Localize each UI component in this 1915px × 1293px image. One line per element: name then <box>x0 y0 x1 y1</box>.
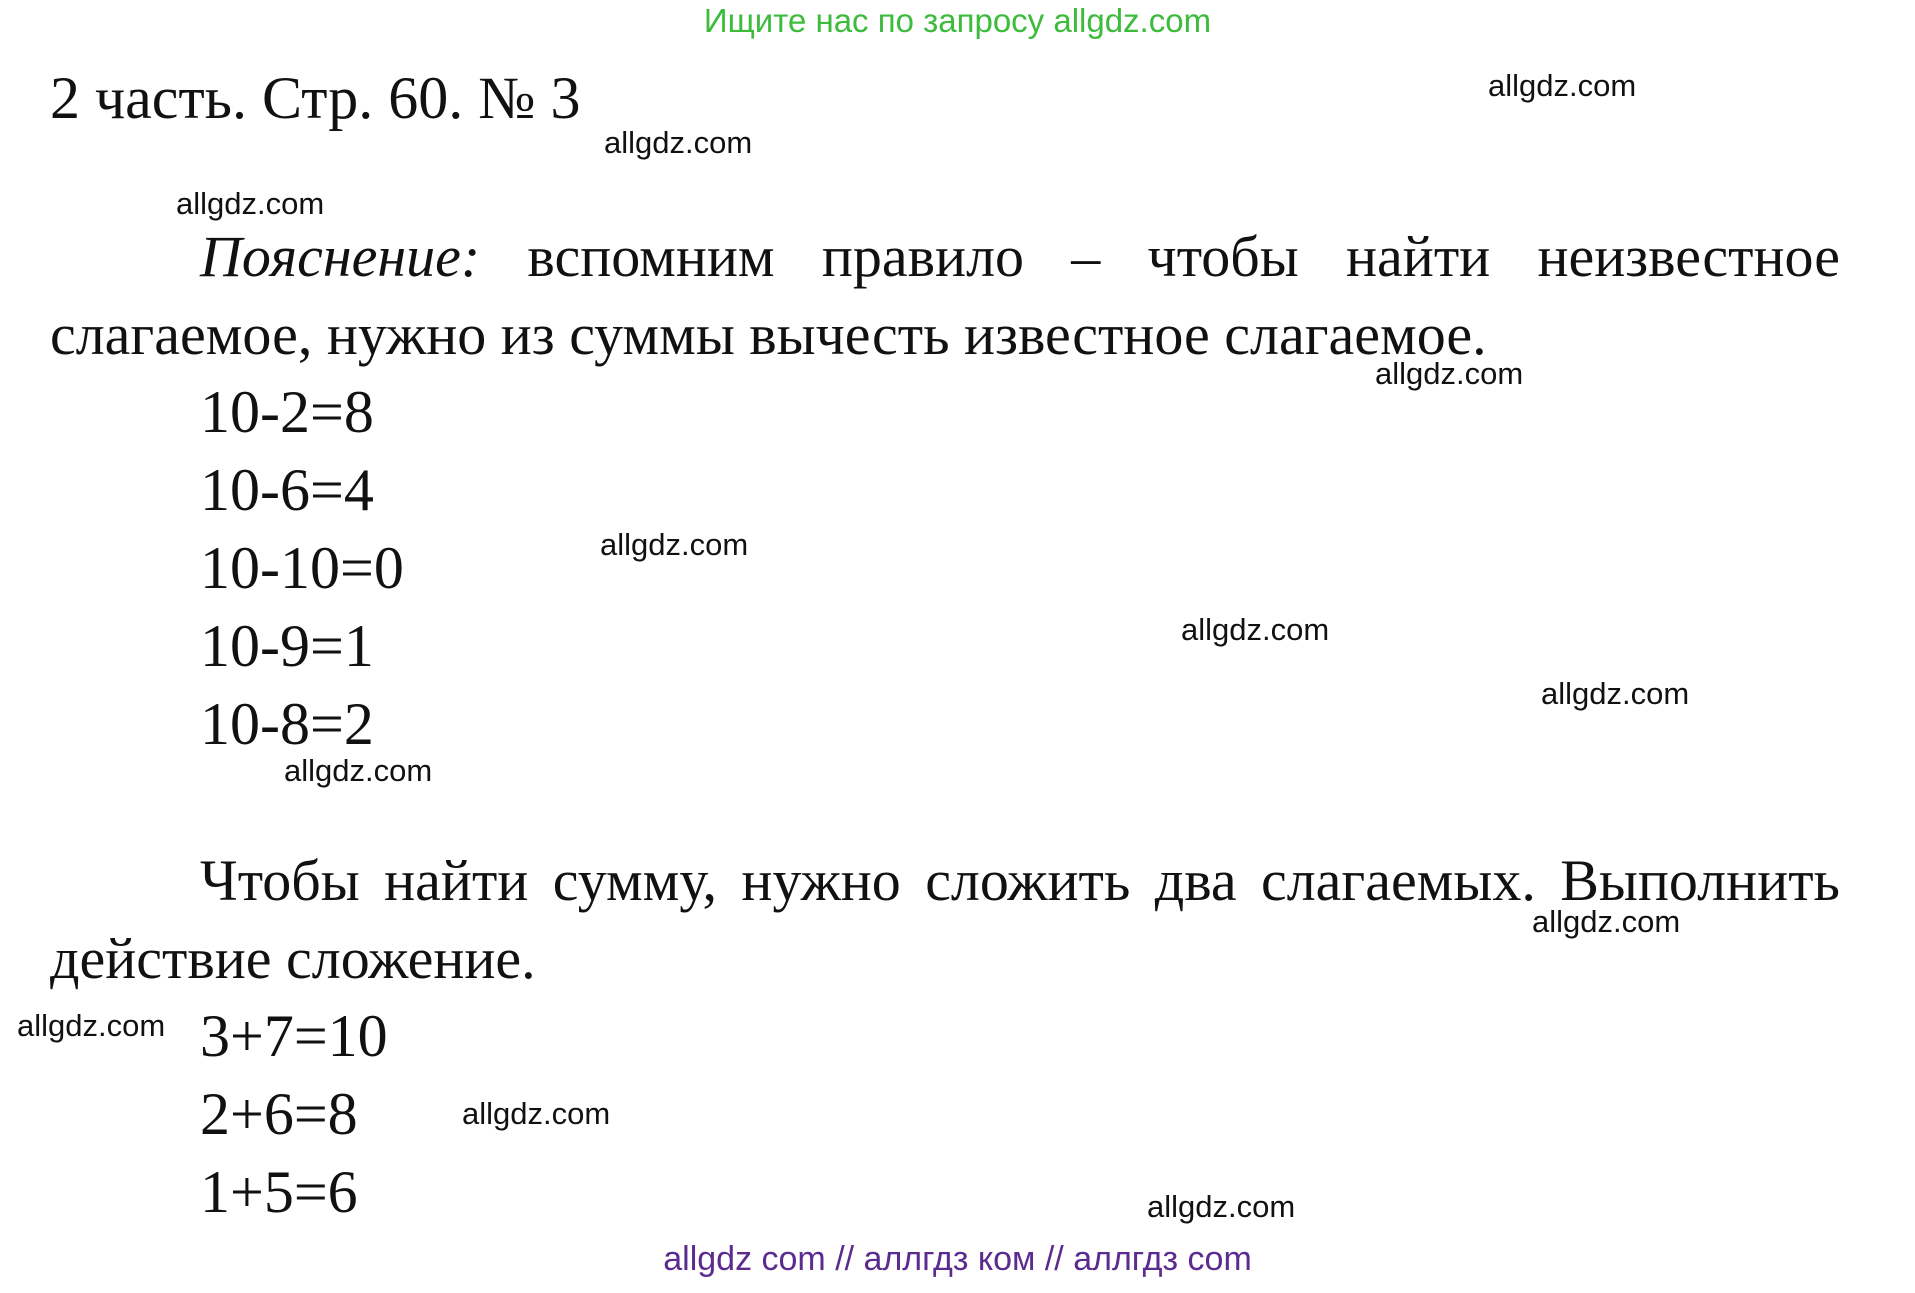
subtraction-equation: 10-8=2 <box>200 691 374 757</box>
subtraction-equation: 10-10=0 <box>200 535 404 601</box>
watermark: allgdz.com <box>1181 612 1330 647</box>
watermark: allgdz.com <box>1532 904 1681 939</box>
addition-equation: 3+7=10 <box>200 1003 388 1069</box>
watermark: allgdz.com <box>284 753 433 788</box>
subtraction-equation: 10-6=4 <box>200 457 374 523</box>
watermark: allgdz.com <box>1375 356 1524 391</box>
subtraction-equation: 10-2=8 <box>200 379 374 445</box>
explanation-paragraph <box>50 218 1840 374</box>
sum-rule-paragraph: Чтобы найти сумму, нужно сложить два слагаемых. Выполнить действие сложение. <box>50 848 1840 991</box>
addition-equation: 1+5=6 <box>200 1159 358 1225</box>
explanation-label: Пояснение: <box>200 224 481 289</box>
addition-equation: 2+6=8 <box>200 1081 358 1147</box>
explanation-text: вспомним правило – чтобы найти неизвестное слагаемое, нужно из суммы вычесть известное слагаемое. <box>50 224 1840 367</box>
footer-links[interactable]: allgdz com // аллгдз ком // аллгдз com <box>663 1240 1252 1278</box>
watermark: allgdz.com <box>1541 676 1690 711</box>
subtraction-equation: 10-9=1 <box>200 613 374 679</box>
page-heading: 2 часть. Стр. 60. № 3 <box>50 65 581 131</box>
watermark: allgdz.com <box>600 527 749 562</box>
watermark: allgdz.com <box>1147 1189 1296 1224</box>
watermark: allgdz.com <box>1488 68 1637 103</box>
watermark: allgdz.com <box>176 186 325 221</box>
watermark: allgdz.com <box>462 1096 611 1131</box>
watermark: allgdz.com <box>604 125 753 160</box>
watermark: allgdz.com <box>17 1008 166 1043</box>
top-banner-link[interactable]: Ищите нас по запросу allgdz.com <box>703 2 1212 39</box>
